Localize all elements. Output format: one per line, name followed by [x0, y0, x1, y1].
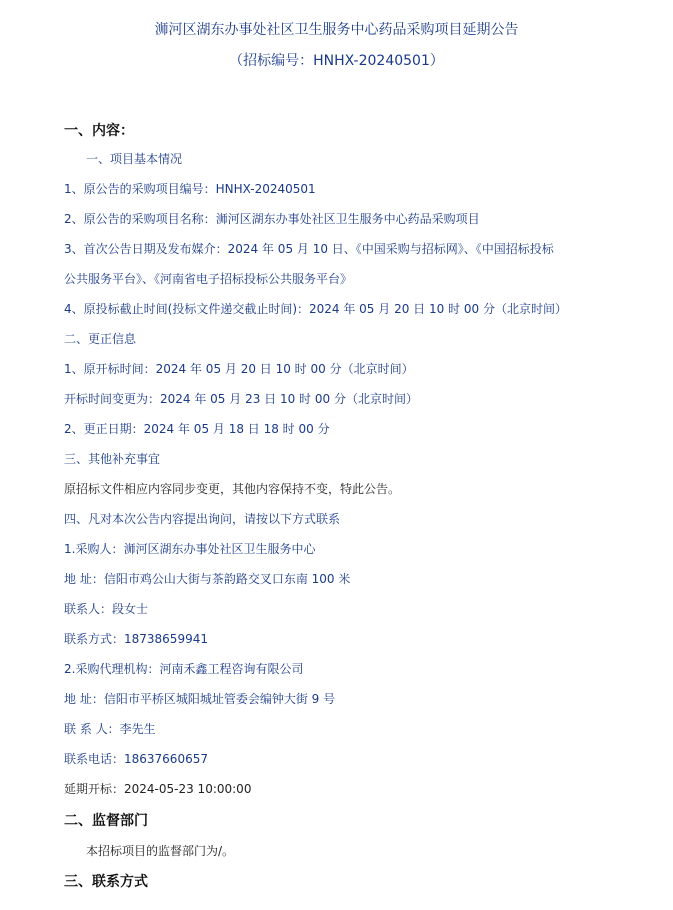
first-publication-date: 3、首次公告日期及发布媒介：2024 年 05 月 10 日、《中国采购与招标网》、《中国招标投标 [64, 242, 554, 256]
original-bid-deadline: 4、原投标截止时间(投标文件递交截止时间)：2024 年 05 月 20 日 10 时 00 分（北京时间） [64, 302, 567, 316]
purchaser-contact-person: 联系人：段女士 [64, 602, 149, 616]
section-heading-supervision: 二、监督部门 [64, 813, 148, 829]
correction-date: 2、更正日期：2024 年 05 月 18 日 18 时 00 分 [64, 422, 330, 436]
original-opening-time: 1、原开标时间：2024 年 05 月 20 日 10 时 00 分（北京时间） [64, 362, 414, 376]
tender-number: （招标编号：HNHX-20240501） [229, 53, 444, 69]
subsection-contact-info: 四、凡对本次公告内容提出询问，请按以下方式联系 [64, 512, 341, 526]
purchaser-phone: 联系方式：18738659941 [64, 632, 208, 646]
agency-address: 地 址：信阳市平桥区城阳城址管委会编钟大街 9 号 [64, 692, 336, 706]
supervision-text: 本招标项目的监督部门为/。 [86, 844, 235, 858]
purchaser-name: 1.采购人：浉河区湖东办事处社区卫生服务中心 [64, 542, 316, 556]
agency-contact-person: 联 系 人：李先生 [64, 722, 156, 736]
original-project-name: 2、原公告的采购项目名称：浉河区湖东办事处社区卫生服务中心药品采购项目 [64, 212, 480, 226]
section-heading-contact: 三、联系方式 [64, 874, 148, 890]
original-project-number: 1、原公告的采购项目编号：HNHX-20240501 [64, 182, 316, 196]
document-title: 浉河区湖东办事处社区卫生服务中心药品采购项目延期公告 [154, 22, 519, 38]
purchaser-address: 地 址：信阳市鸡公山大街与茶韵路交叉口东南 100 米 [64, 572, 351, 586]
section-heading-content: 一、内容： [64, 123, 134, 139]
first-publication-media: 公共服务平台》、《河南省电子招标投标公共服务平台》 [64, 272, 353, 286]
subsection-basic-info: 一、项目基本情况 [86, 152, 183, 166]
other-matters-text: 原招标文件相应内容同步变更，其他内容保持不变，特此公告。 [64, 482, 401, 496]
subsection-other-matters: 三、其他补充事宜 [64, 452, 161, 466]
agency-phone: 联系电话：18637660657 [64, 752, 208, 766]
postponed-opening-time: 延期开标：2024-05-23 10:00:00 [64, 782, 252, 796]
subsection-correction-info: 二、更正信息 [64, 332, 137, 346]
agency-name: 2.采购代理机构：河南禾鑫工程咨询有限公司 [64, 662, 304, 676]
changed-opening-time: 开标时间变更为：2024 年 05 月 23 日 10 时 00 分（北京时间） [64, 392, 418, 406]
